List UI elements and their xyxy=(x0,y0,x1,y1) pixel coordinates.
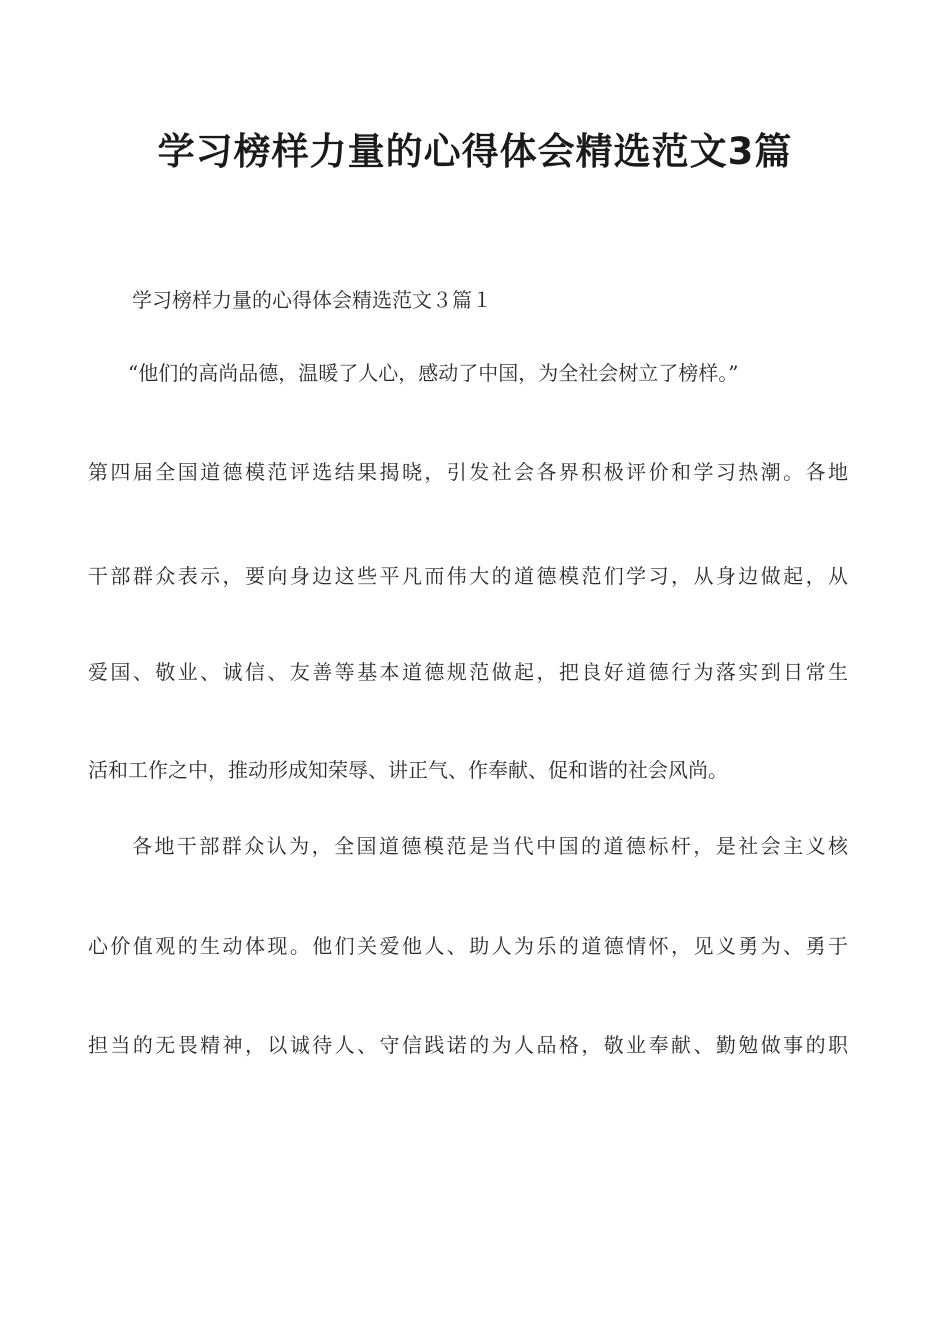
paragraph-line: 心价值观的生动体现。他们关爱他人、助人为乐的道德情怀，见义勇为、勇于 xyxy=(88,934,848,958)
paragraph-line: 爱国、敬业、诚信、友善等基本道德规范做起，把良好道德行为落实到日常生 xyxy=(88,660,848,684)
paragraph-line: 活和工作之中，推动形成知荣辱、讲正气、作奉献、促和谐的社会风尚。 xyxy=(88,758,728,782)
quote-line: “他们的高尚品德，温暖了人心，感动了中国，为全社会树立了榜样。” xyxy=(128,361,739,385)
document-title: 学习榜样力量的心得体会精选范文3篇 xyxy=(157,130,793,173)
paragraph-line: 第四届全国道德模范评选结果揭晓，引发社会各界积极评价和学习热潮。各地 xyxy=(88,460,848,484)
paragraph-line: 各地干部群众认为，全国道德模范是当代中国的道德标杆，是社会主义核 xyxy=(132,834,848,858)
section-heading: 学习榜样力量的心得体会精选范文３篇１ xyxy=(132,288,492,312)
paragraph-line: 干部群众表示，要向身边这些平凡而伟大的道德模范们学习，从身边做起，从 xyxy=(88,564,848,588)
paragraph-line: 担当的无畏精神，以诚待人、守信践诺的为人品格，敬业奉献、勤勉做事的职 xyxy=(88,1033,848,1057)
